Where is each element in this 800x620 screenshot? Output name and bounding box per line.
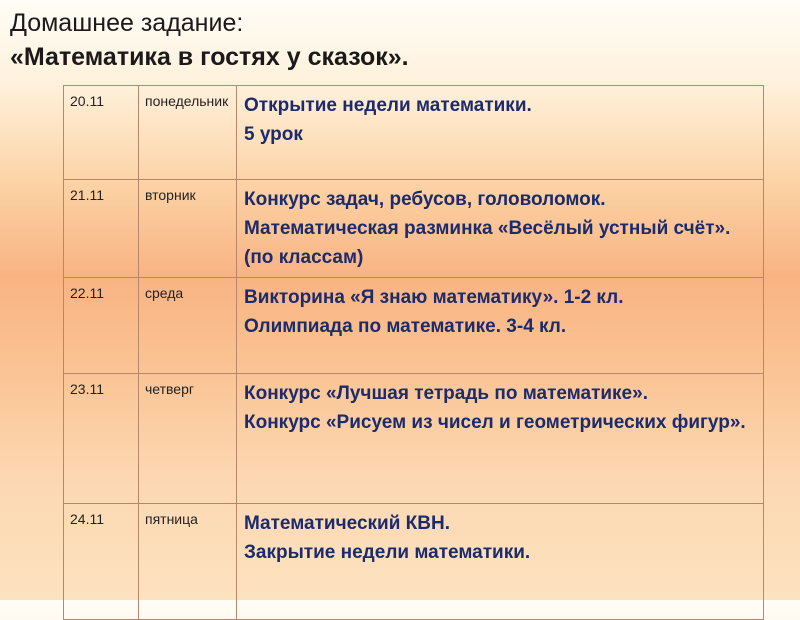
day-cell: четверг bbox=[139, 374, 237, 504]
title-line-1: Домашнее задание: bbox=[10, 9, 244, 37]
description-cell bbox=[237, 504, 764, 620]
table-row bbox=[64, 180, 764, 278]
description-line: Конкурс задач, ребусов, головоломок. bbox=[244, 189, 606, 210]
date-cell: 24.11 bbox=[64, 504, 139, 620]
day-cell: вторник bbox=[139, 180, 237, 278]
table-row bbox=[64, 278, 764, 374]
date-cell: 23.11 bbox=[64, 374, 139, 504]
day-cell: понедельник bbox=[139, 86, 237, 180]
description-line: Математическая разминка «Весёлый устный счёт». (по классам) bbox=[244, 218, 731, 268]
description-cell bbox=[237, 278, 764, 374]
schedule-table bbox=[63, 85, 764, 620]
page-title bbox=[10, 6, 790, 74]
description-line: 5 урок bbox=[244, 124, 303, 145]
table-row bbox=[64, 86, 764, 180]
description-cell bbox=[237, 86, 764, 180]
description-line: Конкурс «Лучшая тетрадь по математике». bbox=[244, 383, 648, 404]
description-line: Математический КВН. bbox=[244, 513, 450, 534]
description-cell bbox=[237, 374, 764, 504]
date-cell: 22.11 bbox=[64, 278, 139, 374]
title-line-2: «Математика в гостях у сказок». bbox=[10, 43, 409, 71]
description-cell bbox=[237, 180, 764, 278]
table-row bbox=[64, 374, 764, 504]
description-line: Открытие недели математики. bbox=[244, 95, 532, 116]
description-line: Конкурс «Рисуем из чисел и геометрических фигур». bbox=[244, 412, 746, 433]
table-row bbox=[64, 504, 764, 620]
day-cell: пятница bbox=[139, 504, 237, 620]
day-cell: среда bbox=[139, 278, 237, 374]
description-line: Закрытие недели математики. bbox=[244, 542, 531, 563]
description-line: Олимпиада по математике. 3-4 кл. bbox=[244, 316, 567, 337]
date-cell: 20.11 bbox=[64, 86, 139, 180]
description-line: Викторина «Я знаю математику». 1-2 кл. bbox=[244, 287, 624, 308]
date-cell: 21.11 bbox=[64, 180, 139, 278]
